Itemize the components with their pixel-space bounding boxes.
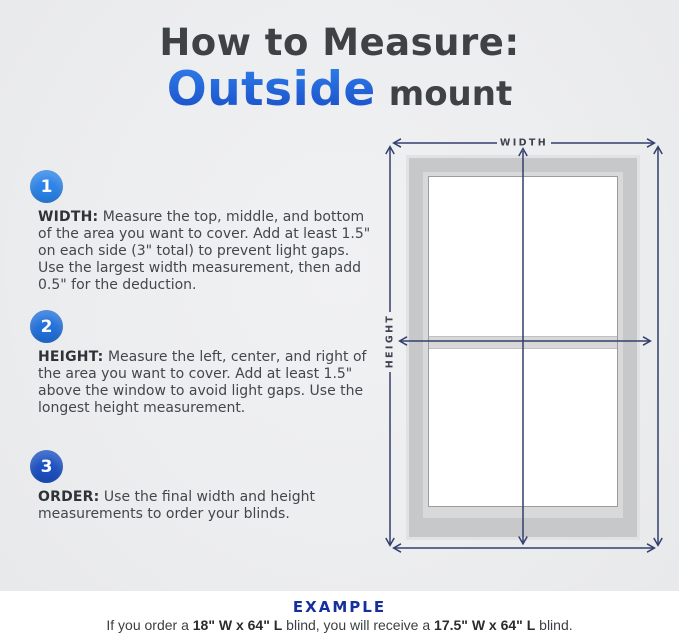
step-item-order [30, 450, 378, 523]
step-3-number-badge: 3 [30, 450, 63, 483]
page-title [0, 21, 679, 117]
step-1-label: WIDTH: [38, 209, 99, 225]
step-1-text [38, 209, 378, 294]
example-prefix: If you order a [106, 617, 193, 633]
step-3-description: Use the final width and height measurements to order your blinds. [38, 489, 315, 522]
example-section [0, 591, 679, 644]
center-vertical-arrow [519, 149, 527, 544]
window-diagram [383, 136, 665, 560]
height-label: HEIGHT [384, 313, 396, 369]
example-sentence [0, 617, 679, 633]
measurement-arrows [383, 136, 665, 560]
title-suffix: mount [388, 74, 513, 114]
width-label: WIDTH [499, 137, 549, 149]
step-1-number-badge: 1 [30, 170, 63, 203]
example-ordered-size: 18" W x 64" L [192, 617, 283, 633]
step-2-description: Measure the left, center, and right of the area you want to cover. Add at least 1.5" above the window to avoid light gaps. Use the longest height measurement. [38, 349, 367, 416]
example-suffix: blind. [535, 617, 573, 633]
title-line1: How to Measure: [159, 21, 520, 64]
example-received-size: 17.5" W x 64" L [434, 617, 536, 633]
step-2-text [38, 349, 378, 417]
bottom-measure-arrow [394, 544, 655, 552]
step-2-label: HEIGHT: [38, 349, 104, 365]
step-3-text [38, 489, 378, 523]
example-heading: EXAMPLE [292, 598, 387, 616]
right-measure-arrow [654, 147, 662, 546]
step-3-label: ORDER: [38, 489, 100, 505]
step-item-width [30, 170, 378, 294]
title-line2 [0, 62, 679, 117]
title-highlight: Outside [166, 62, 376, 117]
step-2-number-badge: 2 [30, 310, 63, 343]
step-1-description: Measure the top, middle, and bottom of the area you want to cover. Add at least 1.5" on each side (3" total) to prevent light gaps. Use the largest width measurement, then add 0.5" for the deduction. [38, 209, 371, 293]
step-item-height [30, 310, 378, 417]
center-horizontal-arrow [400, 337, 651, 345]
example-middle: blind, you will receive a [282, 617, 435, 633]
